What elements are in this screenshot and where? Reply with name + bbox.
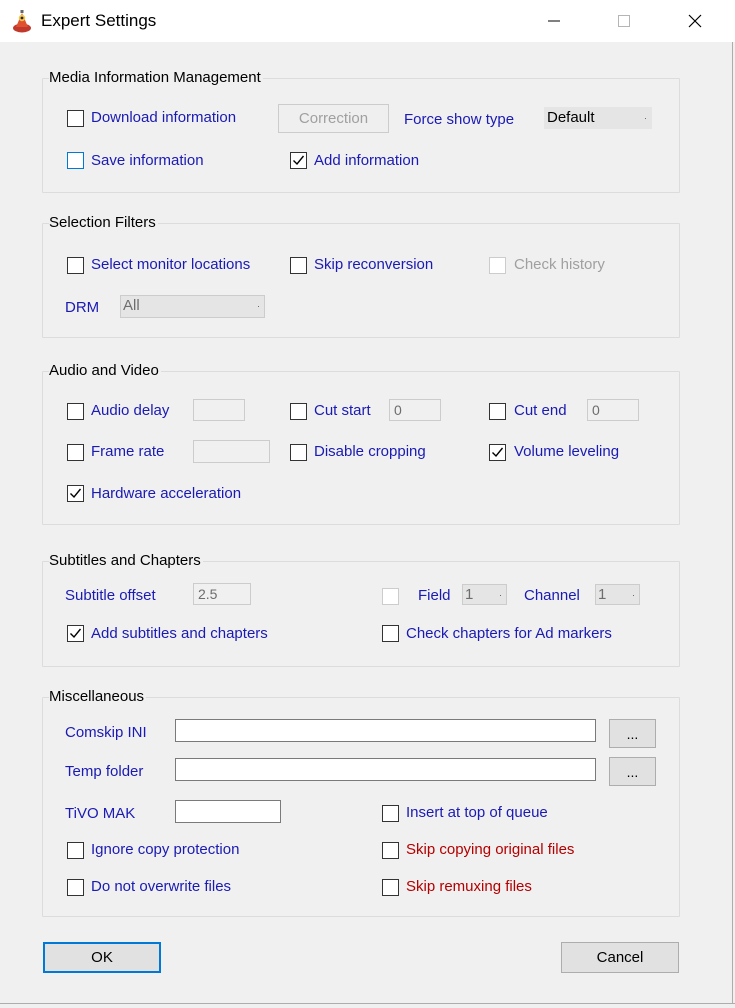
app-icon xyxy=(12,9,32,33)
cut-end-label[interactable]: Cut end xyxy=(514,402,567,419)
ignore-copy-checkbox[interactable] xyxy=(67,842,84,859)
temp-folder-label: Temp folder xyxy=(65,763,144,780)
audio-delay-checkbox[interactable] xyxy=(67,403,84,420)
checkmark-icon xyxy=(292,154,305,167)
maximize-button xyxy=(601,0,647,42)
force-show-type-dropdown[interactable] xyxy=(544,107,652,129)
channel-value: 1 xyxy=(598,586,607,603)
volume-leveling-label[interactable]: Volume leveling xyxy=(514,443,620,460)
correction-button: Correction xyxy=(278,104,389,133)
download-info-label[interactable]: Download information xyxy=(91,109,237,126)
skip-copying-checkbox[interactable] xyxy=(382,842,399,859)
add-info-label[interactable]: Add information xyxy=(314,152,420,169)
field-channel-checkbox xyxy=(382,588,399,605)
select-monitor-checkbox[interactable] xyxy=(67,257,84,274)
skip-remux-label[interactable]: Skip remuxing files xyxy=(406,878,532,895)
save-info-label[interactable]: Save information xyxy=(91,152,204,169)
temp-folder-browse-button[interactable]: ... xyxy=(609,757,656,786)
skip-remux-checkbox[interactable] xyxy=(382,879,399,896)
check-history-label: Check history xyxy=(514,256,605,273)
save-info-checkbox[interactable] xyxy=(67,152,84,169)
skip-reconversion-label[interactable]: Skip reconversion xyxy=(314,256,434,273)
tivo-mak-label: TiVO MAK xyxy=(65,805,136,822)
audio-delay-input xyxy=(193,399,245,421)
subtitles-chapters-group-title: Subtitles and Chapters xyxy=(49,552,201,569)
cut-end-input: 0 xyxy=(587,399,639,421)
subtitle-offset-label: Subtitle offset xyxy=(65,587,156,604)
title-bar xyxy=(0,0,735,42)
hw-accel-checkbox[interactable] xyxy=(67,485,84,502)
subtitles-chapters-group xyxy=(42,561,680,667)
frame-rate-checkbox[interactable] xyxy=(67,444,84,461)
drm-value: All xyxy=(123,297,140,314)
window-frame-right xyxy=(732,42,733,1004)
force-show-type-label: Force show type xyxy=(404,111,515,128)
insert-top-checkbox[interactable] xyxy=(382,805,399,822)
field-dropdown xyxy=(462,584,507,605)
frame-rate-label[interactable]: Frame rate xyxy=(91,443,165,460)
temp-folder-input[interactable] xyxy=(175,758,596,781)
download-info-checkbox[interactable] xyxy=(67,110,84,127)
volume-leveling-checkbox[interactable] xyxy=(489,444,506,461)
close-button[interactable] xyxy=(672,0,718,42)
subtitle-offset-input: 2.5 xyxy=(193,583,251,605)
checkmark-icon xyxy=(491,446,504,459)
disable-cropping-label[interactable]: Disable cropping xyxy=(314,443,426,460)
media-info-group xyxy=(42,78,680,193)
selection-filters-group xyxy=(42,223,680,338)
hw-accel-label[interactable]: Hardware acceleration xyxy=(91,485,242,502)
window-frame-bottom xyxy=(0,1003,735,1004)
audio-delay-label[interactable]: Audio delay xyxy=(91,402,170,419)
field-label: Field xyxy=(418,587,451,604)
cut-start-input: 0 xyxy=(389,399,441,421)
selection-filters-group-title: Selection Filters xyxy=(49,214,156,231)
media-info-group-title: Media Information Management xyxy=(49,69,261,86)
checkmark-icon xyxy=(69,487,82,500)
cut-start-label[interactable]: Cut start xyxy=(314,402,371,419)
add-subs-label[interactable]: Add subtitles and chapters xyxy=(91,625,268,642)
chevron-down-icon: · xyxy=(644,113,647,123)
add-info-checkbox[interactable] xyxy=(290,152,307,169)
chevron-down-icon: · xyxy=(257,301,260,311)
checkmark-icon xyxy=(69,627,82,640)
ignore-copy-label[interactable]: Ignore copy protection xyxy=(91,841,240,858)
drm-label: DRM xyxy=(65,299,100,316)
skip-reconversion-checkbox[interactable] xyxy=(290,257,307,274)
audio-video-group-title: Audio and Video xyxy=(49,362,159,379)
channel-dropdown xyxy=(595,584,640,605)
insert-top-label[interactable]: Insert at top of queue xyxy=(406,804,548,821)
comskip-browse-button[interactable]: ... xyxy=(609,719,656,748)
no-overwrite-label[interactable]: Do not overwrite files xyxy=(91,878,232,895)
cancel-button[interactable]: Cancel xyxy=(561,942,679,973)
check-history-checkbox xyxy=(489,257,506,274)
ok-button[interactable]: OK xyxy=(43,942,161,973)
force-show-type-value: Default xyxy=(547,109,595,126)
cut-start-checkbox[interactable] xyxy=(290,403,307,420)
comskip-ini-label: Comskip INI xyxy=(65,724,147,741)
cut-end-checkbox[interactable] xyxy=(489,403,506,420)
chevron-down-icon: · xyxy=(632,590,635,600)
window-title: Expert Settings xyxy=(41,11,157,30)
minimize-button[interactable] xyxy=(531,0,577,42)
check-chapters-label[interactable]: Check chapters for Ad markers xyxy=(406,625,612,642)
field-value: 1 xyxy=(465,586,474,603)
tivo-mak-input[interactable] xyxy=(175,800,281,823)
disable-cropping-checkbox[interactable] xyxy=(290,444,307,461)
add-subs-checkbox[interactable] xyxy=(67,625,84,642)
misc-group-title: Miscellaneous xyxy=(49,688,145,705)
drm-dropdown xyxy=(120,295,265,318)
comskip-ini-input[interactable] xyxy=(175,719,596,742)
skip-copying-label[interactable]: Skip copying original files xyxy=(406,841,575,858)
check-chapters-checkbox[interactable] xyxy=(382,625,399,642)
chevron-down-icon: · xyxy=(499,590,502,600)
channel-label: Channel xyxy=(524,587,580,604)
no-overwrite-checkbox[interactable] xyxy=(67,879,84,896)
frame-rate-dropdown xyxy=(193,440,270,463)
select-monitor-label[interactable]: Select monitor locations xyxy=(91,256,251,273)
